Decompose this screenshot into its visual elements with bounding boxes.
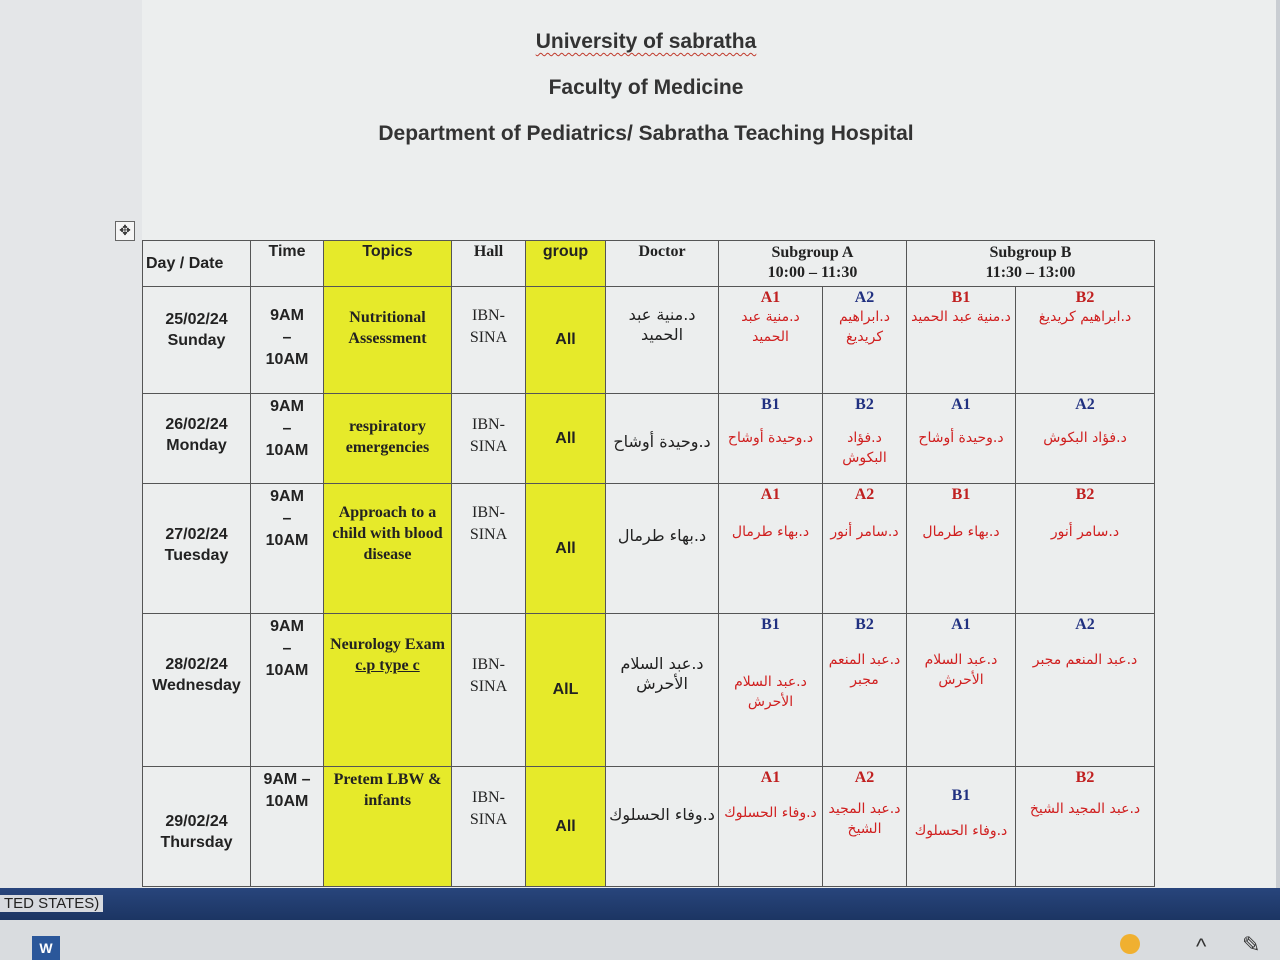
- hall-cell: IBN-SINA: [452, 287, 526, 394]
- day: Tuesday: [164, 547, 229, 564]
- date-cell: [143, 767, 251, 887]
- time-cell: [251, 394, 324, 484]
- time-sep: –: [282, 420, 292, 437]
- subgroup-doctor: د.عبد السلام الأحرش: [924, 652, 998, 688]
- header-time: Time: [251, 241, 324, 287]
- time-end: 10AM: [265, 532, 309, 549]
- header-doctor: Doctor: [606, 241, 719, 287]
- subgroup-doctor: د.سامر أنور: [1050, 524, 1120, 540]
- word-icon[interactable]: W: [32, 936, 60, 960]
- time-start: 9AM: [270, 488, 304, 505]
- subgroup-label: B1: [951, 486, 971, 503]
- subgroup-label: A2: [854, 289, 875, 306]
- time-start: 9AM: [270, 618, 304, 635]
- table-row: [143, 394, 1155, 484]
- hall-cell: IBN-SINA: [452, 767, 526, 887]
- topic-line-1: Neurology Exam: [330, 636, 445, 653]
- subgroup-label: B2: [855, 396, 874, 413]
- subgroup-label: B1: [951, 289, 971, 306]
- header-topics: Topics: [324, 241, 452, 287]
- date-cell: [143, 484, 251, 614]
- time-end: 10AM: [265, 662, 309, 679]
- chevron-up-icon[interactable]: ^: [1196, 934, 1207, 959]
- doctor-cell: د.بهاء طرمال: [606, 484, 719, 614]
- windows-taskbar: [0, 920, 1280, 960]
- subgroup-b-label: Subgroup B: [989, 244, 1072, 261]
- header-day-date: Day / Date: [143, 241, 251, 287]
- subgroup-a-time: 10:00 – 11:30: [767, 264, 858, 281]
- doctor-cell: د.منية عبد الحميد: [606, 287, 719, 394]
- topic-cell: Pretem LBW & infants: [324, 767, 452, 887]
- subgroup-label: B2: [855, 616, 874, 633]
- pen-icon[interactable]: ✎: [1242, 932, 1261, 957]
- group-cell: All: [526, 287, 606, 394]
- time-cell: [251, 767, 324, 887]
- subgroup-label: A2: [854, 486, 875, 503]
- faculty-title: Faculty of Medicine: [548, 76, 744, 99]
- subgroup-label: A1: [760, 769, 781, 786]
- subgroup-label: B1: [761, 396, 780, 413]
- status-language-text[interactable]: TED STATES): [0, 895, 103, 912]
- day: Thursday: [160, 834, 233, 851]
- subgroup-label: B2: [1075, 769, 1095, 786]
- topic-cell: Nutritional Assessment: [324, 287, 452, 394]
- subgroup-doctor: د.عبد المجيد الشيخ: [828, 801, 901, 837]
- doctor-cell: د.وفاء الحسلوك: [606, 767, 719, 887]
- subgroup-cell: [823, 287, 907, 394]
- subgroup-cell: [719, 614, 823, 767]
- subgroup-cell: [823, 394, 907, 484]
- subgroup-doctor: د.ابراهيم كريديغ: [1038, 309, 1132, 325]
- subgroup-doctor: د.وفاء الحسلوك: [914, 823, 1008, 839]
- time-sep: –: [282, 329, 292, 346]
- time-cell: [251, 614, 324, 767]
- subgroup-label: A1: [951, 396, 971, 413]
- subgroup-doctor: د.ابراهيم كريديغ: [838, 309, 890, 345]
- topic-cell: Approach to a child with blood disease: [324, 484, 452, 614]
- hall-cell: IBN-SINA: [452, 614, 526, 767]
- schedule-table: [142, 240, 1155, 887]
- time-sep: –: [282, 640, 292, 657]
- header-group: group: [526, 241, 606, 287]
- date: 27/02/24: [165, 526, 228, 543]
- group-cell: All: [526, 767, 606, 887]
- table-header-row: [143, 241, 1155, 287]
- subgroup-doctor: د.عبد المجيد الشيخ: [1029, 801, 1141, 817]
- day: Wednesday: [152, 677, 241, 694]
- subgroup-cell: [823, 767, 907, 887]
- header-subgroup-b: [907, 241, 1155, 287]
- time-cell: [251, 287, 324, 394]
- subgroup-cell: [907, 767, 1016, 887]
- doctor-cell: د.عبد السلام الأحرش: [606, 614, 719, 767]
- hall-cell: IBN-SINA: [452, 394, 526, 484]
- group-cell: AlL: [526, 614, 606, 767]
- date-cell: [143, 614, 251, 767]
- subgroup-label: B2: [1075, 289, 1095, 306]
- subgroup-cell: [719, 394, 823, 484]
- table-move-handle-icon[interactable]: ✥: [115, 221, 135, 241]
- doctor-cell: د.وحيدة أوشاح: [606, 394, 719, 484]
- table-row: [143, 614, 1155, 767]
- subgroup-label: A1: [760, 289, 781, 306]
- day: Monday: [166, 437, 227, 454]
- subgroup-cell: [719, 287, 823, 394]
- table-row: [143, 484, 1155, 614]
- subgroup-cell: [1016, 614, 1155, 767]
- table-row: [143, 767, 1155, 887]
- subgroup-doctor: د.بهاء طرمال: [731, 524, 810, 540]
- subgroup-doctor: د.فؤاد البكوش: [842, 430, 887, 466]
- time-end: 10AM: [265, 793, 309, 810]
- subgroup-label: B1: [951, 787, 971, 804]
- hall-cell: IBN-SINA: [452, 484, 526, 614]
- date-cell: [143, 394, 251, 484]
- time-start: 9AM: [270, 307, 304, 324]
- subgroup-doctor: د.فؤاد البكوش: [1043, 430, 1127, 446]
- subgroup-label: A2: [1075, 616, 1095, 633]
- subgroup-doctor: د.عبد السلام الأحرش: [734, 674, 807, 710]
- subgroup-doctor: د.عبد المنعم مجبر: [1032, 652, 1138, 668]
- subgroup-label: B2: [1075, 486, 1095, 503]
- topic-cell: [324, 614, 452, 767]
- time-cell: [251, 484, 324, 614]
- window-taskbar: [0, 888, 1280, 920]
- subgroup-label: A2: [1075, 396, 1095, 413]
- subgroup-cell: [907, 484, 1016, 614]
- subgroup-b-time: 11:30 – 13:00: [985, 264, 1076, 281]
- subgroup-label: A1: [760, 486, 781, 503]
- date: 28/02/24: [165, 656, 228, 673]
- time-sep: –: [282, 510, 292, 527]
- topic-line-2: c.p type c: [355, 657, 420, 674]
- subgroup-doctor: د.وحيدة أوشاح: [727, 430, 814, 446]
- department-title: Department of Pediatrics/ Sabratha Teaching Hospital: [378, 122, 914, 145]
- left-margin: [0, 0, 142, 890]
- subgroup-cell: [823, 484, 907, 614]
- date: 29/02/24: [165, 813, 228, 830]
- subgroup-doctor: د.بهاء طرمال: [922, 524, 1000, 540]
- date: 26/02/24: [165, 416, 228, 433]
- time-end: 10AM: [265, 442, 309, 459]
- header-hall: Hall: [452, 241, 526, 287]
- subgroup-a-label: Subgroup A: [771, 244, 854, 261]
- subgroup-doctor: د.منية عبد الحميد: [741, 309, 800, 345]
- subgroup-doctor: د.سامر أنور: [830, 524, 899, 540]
- subgroup-cell: [823, 614, 907, 767]
- subgroup-label: B1: [761, 616, 780, 633]
- date-cell: [143, 287, 251, 394]
- subgroup-cell: [1016, 484, 1155, 614]
- group-cell: All: [526, 394, 606, 484]
- subgroup-doctor: د.منية عبد الحميد: [911, 309, 1011, 325]
- subgroup-cell: [1016, 767, 1155, 887]
- subgroup-cell: [1016, 287, 1155, 394]
- time-end: 10AM: [265, 351, 309, 368]
- subgroup-cell: [719, 767, 823, 887]
- subgroup-cell: [907, 394, 1016, 484]
- subgroup-cell: [1016, 394, 1155, 484]
- subgroup-cell: [907, 287, 1016, 394]
- subgroup-doctor: د.وحيدة أوشاح: [918, 430, 1004, 446]
- tray-app-icon[interactable]: [1120, 934, 1140, 954]
- header-subgroup-a: [719, 241, 907, 287]
- group-cell: All: [526, 484, 606, 614]
- subgroup-doctor: د.وفاء الحسلوك: [724, 805, 817, 821]
- time-start: 9AM: [270, 398, 304, 415]
- topic-cell: respiratory emergencies: [324, 394, 452, 484]
- subgroup-doctor: د.عبد المنعم مجبر: [828, 652, 901, 688]
- day: Sunday: [167, 332, 226, 349]
- date: 25/02/24: [165, 311, 228, 328]
- subgroup-label: A2: [854, 769, 875, 786]
- university-title: University of sabratha: [535, 30, 757, 53]
- subgroup-cell: [719, 484, 823, 614]
- subgroup-label: A1: [951, 616, 971, 633]
- table-row: [143, 287, 1155, 394]
- time-start: 9AM –: [263, 771, 311, 788]
- subgroup-cell: [907, 614, 1016, 767]
